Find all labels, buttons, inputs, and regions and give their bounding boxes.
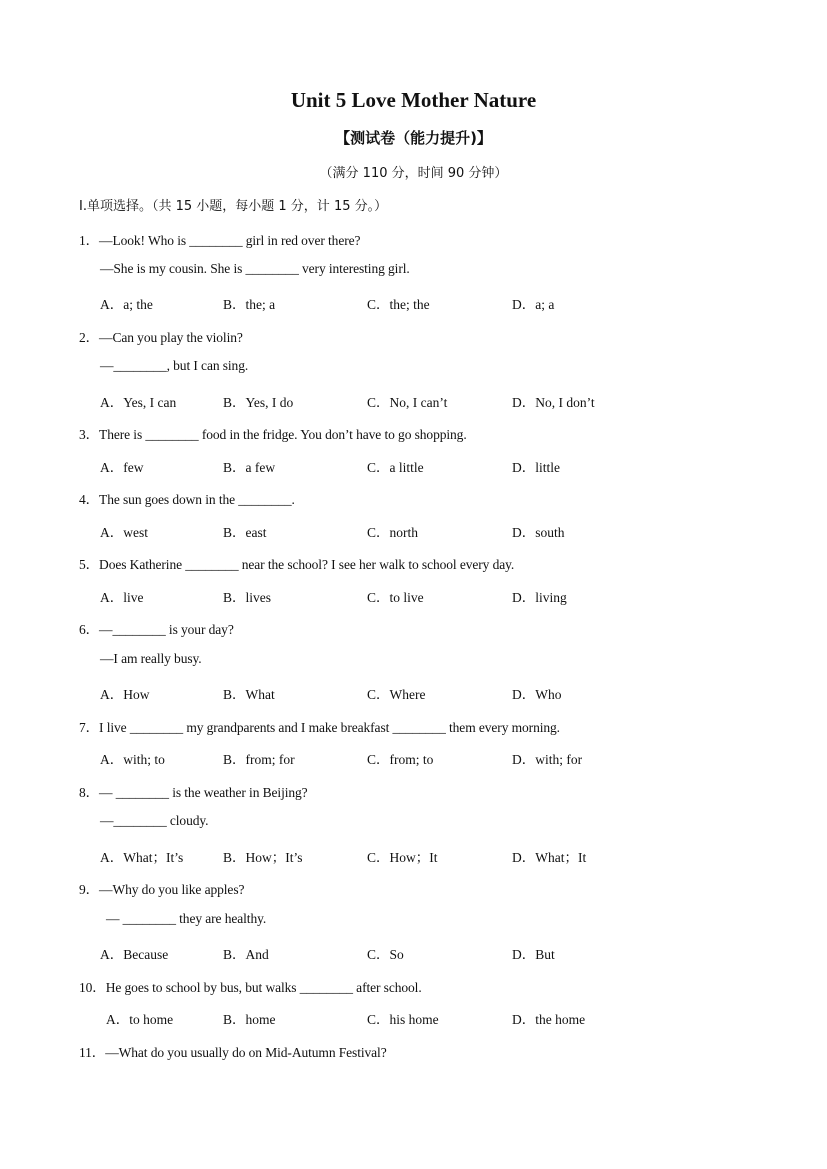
question-1-option-c[interactable]: C．the; the [367, 297, 430, 312]
question-5-option-d[interactable]: D．living [512, 590, 567, 605]
question-10-option-d[interactable]: D．the home [512, 1012, 586, 1027]
question-3-option-b[interactable]: B．a few [223, 460, 276, 475]
question-1-stem: 1．—Look! Who is ________ girl in red over there? [79, 233, 361, 248]
question-8-stem-2: —________ cloudy. [100, 813, 209, 828]
question-9-stem-2: — ________ they are healthy. [106, 911, 267, 926]
question-7-option-c[interactable]: C．from; to [367, 752, 434, 767]
question-1-option-d[interactable]: D．a; a [512, 297, 555, 312]
question-3-option-c[interactable]: C．a little [367, 460, 424, 475]
question-9-option-c[interactable]: C．So [367, 947, 404, 962]
question-8-option-d[interactable]: D．What；It [512, 850, 587, 865]
question-4-option-a[interactable]: A．west [100, 525, 148, 540]
question-6-option-c[interactable]: C．Where [367, 687, 426, 702]
question-8-option-a[interactable]: A．What；It’s [100, 850, 184, 865]
question-2-option-b[interactable]: B．Yes, I do [223, 395, 294, 410]
page-title: Unit 5 Love Mother Nature [290, 88, 537, 112]
question-2-option-a[interactable]: A．Yes, I can [100, 395, 177, 410]
question-5-option-c[interactable]: C．to live [367, 590, 424, 605]
question-9-option-d[interactable]: D．But [512, 947, 555, 962]
question-4-stem: 4．The sun goes down in the ________. [79, 492, 295, 507]
question-10-option-b[interactable]: B．home [223, 1012, 276, 1027]
question-1-option-a[interactable]: A．a; the [100, 297, 153, 312]
question-1-option-b[interactable]: B．the; a [223, 297, 276, 312]
question-10-stem: 10．He goes to school by bus, but walks ________ after school. [79, 980, 422, 995]
question-2-stem: 2．—Can you play the violin? [79, 330, 243, 345]
question-9-option-b[interactable]: B．And [223, 947, 269, 962]
section-title: I.单项选择。（共 15 小题，每小题 1 分，计 15 分。） [79, 199, 388, 214]
question-4-option-d[interactable]: D．south [512, 525, 565, 540]
question-6-stem: 6．—________ is your day? [79, 622, 234, 637]
question-8-option-b[interactable]: B．How；It’s [223, 850, 303, 865]
question-7-stem: 7．I live ________ my grandparents and I make breakfast ________ them every morning. [79, 720, 560, 735]
question-6-option-a[interactable]: A．How [100, 687, 150, 702]
question-8-stem: 8．— ________ is the weather in Beijing? [79, 785, 308, 800]
question-2-option-d[interactable]: D．No, I don’t [512, 395, 595, 410]
question-5-option-a[interactable]: A．live [100, 590, 144, 605]
question-4-option-b[interactable]: B．east [223, 525, 267, 540]
question-5-option-b[interactable]: B．lives [223, 590, 272, 605]
question-9-stem: 9．—Why do you like apples? [79, 882, 245, 897]
question-2-stem-2: —________, but I can sing. [100, 358, 249, 373]
question-4-option-c[interactable]: C．north [367, 525, 419, 540]
question-10-option-c[interactable]: C．his home [367, 1012, 439, 1027]
question-11-stem: 11．—What do you usually do on Mid-Autumn Festival? [79, 1045, 387, 1060]
question-8-option-c[interactable]: C．How；It [367, 850, 438, 865]
question-3-option-a[interactable]: A．few [100, 460, 144, 475]
question-2-option-c[interactable]: C．No, I can’t [367, 395, 448, 410]
question-3-stem: 3．There is ________ food in the fridge. You don’t have to go shopping. [79, 427, 467, 442]
question-6-stem-2: —I am really busy. [100, 651, 202, 666]
question-7-option-a[interactable]: A．with; to [100, 752, 165, 767]
question-9-option-a[interactable]: A．Because [100, 947, 169, 962]
question-1-stem-2: —She is my cousin. She is ________ very interesting girl. [100, 261, 410, 276]
question-3-option-d[interactable]: D．little [512, 460, 560, 475]
question-5-stem: 5．Does Katherine ________ near the school? I see her walk to school every day. [79, 557, 515, 572]
paper-subtitle: 【测试卷（能力提升)】 [335, 129, 492, 147]
question-7-option-d[interactable]: D．with; for [512, 752, 583, 767]
question-7-option-b[interactable]: B．from; for [223, 752, 295, 767]
score-info: （满分 110 分，时间 90 分钟） [319, 166, 508, 181]
question-10-option-a[interactable]: A．to home [106, 1012, 174, 1027]
question-6-option-d[interactable]: D．Who [512, 687, 562, 702]
question-6-option-b[interactable]: B．What [223, 687, 275, 702]
